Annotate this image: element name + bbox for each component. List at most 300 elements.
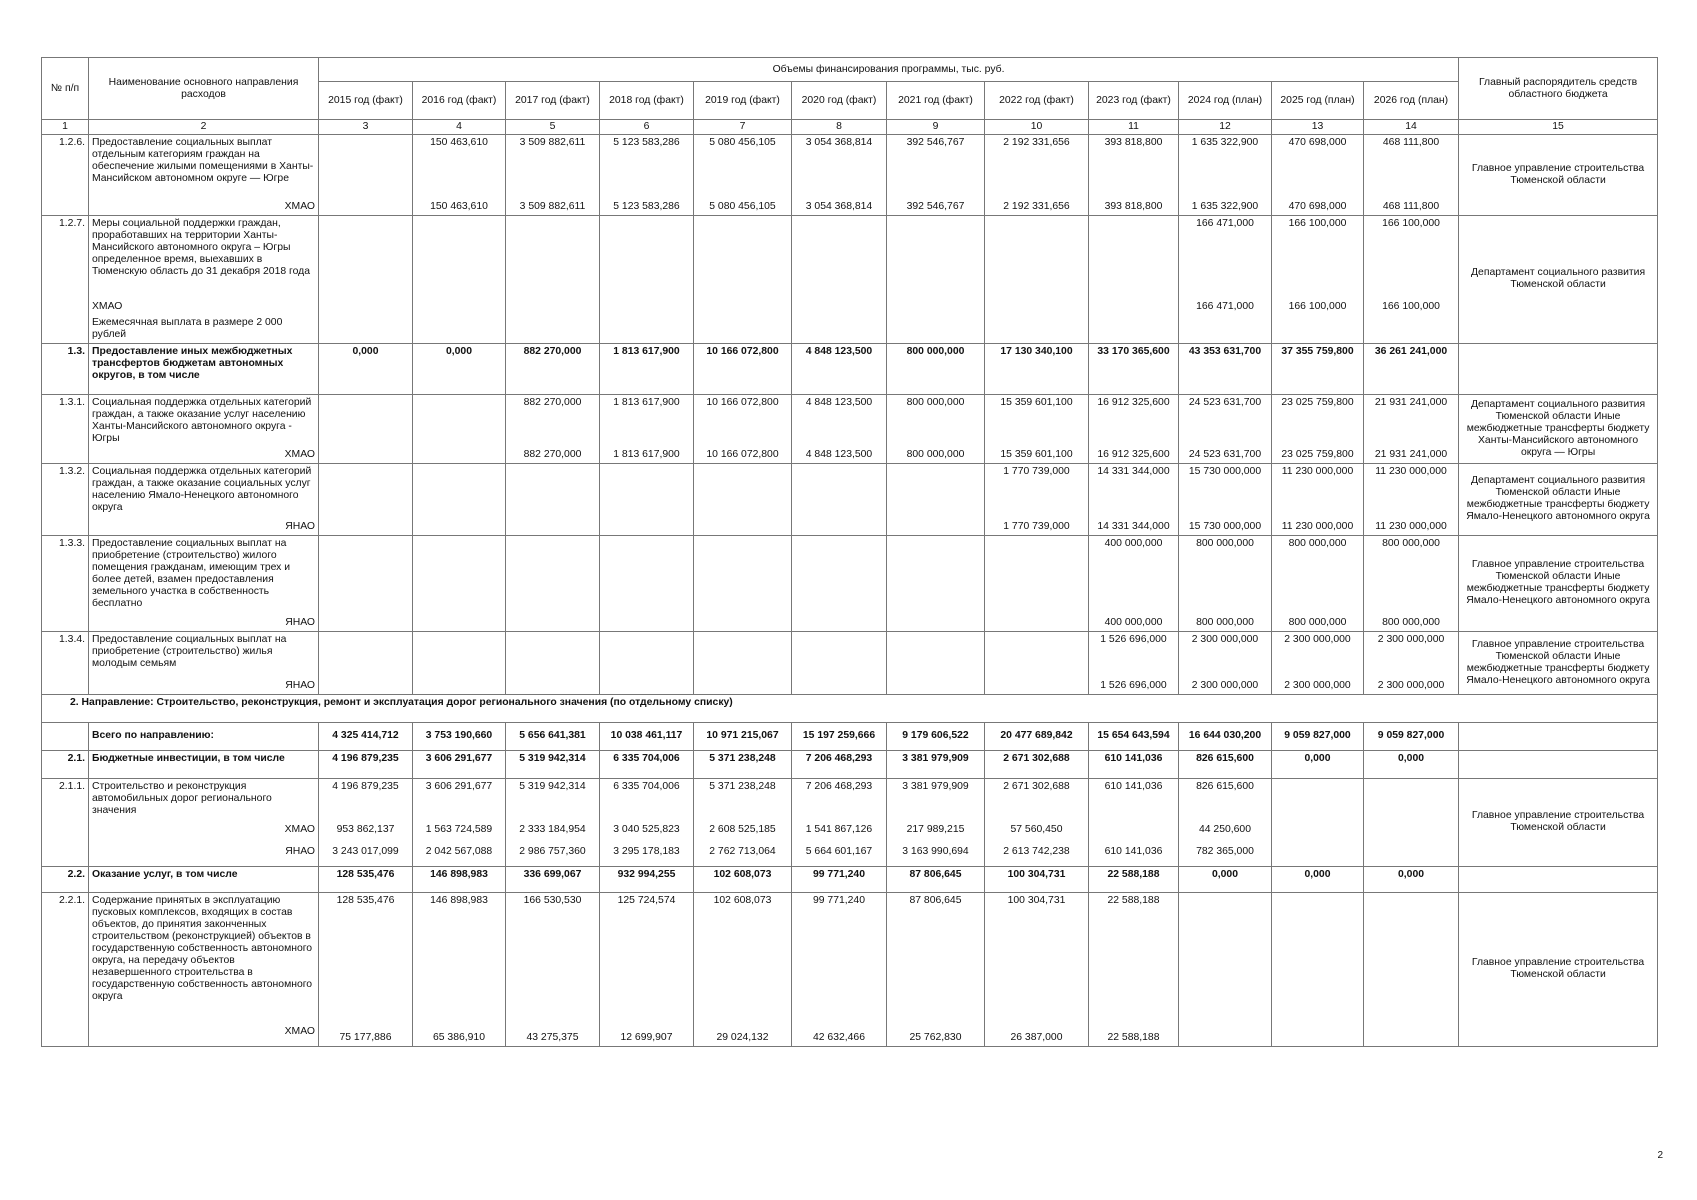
row-code: 2.2. — [42, 866, 89, 892]
value-cell — [887, 299, 985, 315]
col-name-header: Наименование основного направления расходов — [89, 58, 319, 120]
value-cell: 0,000 — [413, 344, 506, 395]
value-cell: 3 753 190,660 — [413, 722, 506, 750]
region-label: ХМАО — [89, 822, 319, 844]
value-cell: 65 386,910 — [413, 1024, 506, 1046]
row-name: Социальная поддержка отдельных категорий граждан, а также оказание социальных услуг населению Ямало-Ненецкого автономного округа — [89, 464, 319, 519]
value-cell: 0,000 — [1364, 866, 1459, 892]
value-cell: 11 230 000,000 — [1272, 464, 1364, 519]
value-cell — [985, 535, 1089, 615]
value-cell: 9 059 827,000 — [1364, 722, 1459, 750]
value-cell: 20 477 689,842 — [985, 722, 1089, 750]
value-cell — [413, 215, 506, 299]
value-cell: 4 848 123,500 — [792, 447, 887, 464]
value-cell: 17 130 340,100 — [985, 344, 1089, 395]
value-cell: 1 813 617,900 — [600, 344, 694, 395]
value-cell — [792, 615, 887, 632]
value-cell: 2 671 302,688 — [985, 750, 1089, 778]
value-cell — [1364, 1024, 1459, 1046]
value-cell: 1 813 617,900 — [600, 395, 694, 448]
value-cell: 102 608,073 — [694, 892, 792, 1024]
value-cell: 782 365,000 — [1179, 844, 1272, 866]
value-cell: 610 141,036 — [1089, 844, 1179, 866]
value-cell: 166 100,000 — [1272, 215, 1364, 299]
value-cell: 2 042 567,088 — [413, 844, 506, 866]
value-cell — [694, 215, 792, 299]
value-cell: 99 771,240 — [792, 892, 887, 1024]
value-cell — [694, 519, 792, 536]
value-cell-empty — [1089, 315, 1179, 344]
value-cell-empty — [1364, 315, 1459, 344]
value-cell — [985, 615, 1089, 632]
row-code-empty — [42, 822, 89, 844]
value-cell — [694, 678, 792, 695]
value-cell: 125 724,574 — [600, 892, 694, 1024]
row-code-empty — [42, 199, 89, 216]
col-resp-header: Главный распорядитель средств областного бюджета — [1459, 58, 1658, 120]
row-code-empty — [42, 678, 89, 695]
table-row — [42, 844, 1658, 866]
value-cell-empty — [413, 315, 506, 344]
year-header: 2021 год (факт) — [887, 82, 985, 120]
row-code-empty — [42, 519, 89, 536]
value-cell: 800 000,000 — [1272, 535, 1364, 615]
value-cell — [694, 632, 792, 678]
value-cell — [413, 299, 506, 315]
value-cell — [413, 615, 506, 632]
col-volume-header: Объемы финансирования программы, тыс. руб. — [319, 58, 1459, 82]
value-cell: 22 588,188 — [1089, 866, 1179, 892]
value-cell: 21 931 241,000 — [1364, 395, 1459, 448]
value-cell: 2 300 000,000 — [1272, 678, 1364, 695]
row-code-empty — [42, 447, 89, 464]
value-cell: 5 319 942,314 — [506, 750, 600, 778]
value-cell — [694, 299, 792, 315]
year-header: 2018 год (факт) — [600, 82, 694, 120]
value-cell — [600, 678, 694, 695]
region-label: ЯНАО — [89, 678, 319, 695]
value-cell: 43 275,375 — [506, 1024, 600, 1046]
value-cell: 5 080 456,105 — [694, 135, 792, 199]
column-index: 3 — [319, 120, 413, 135]
value-cell: 14 331 344,000 — [1089, 519, 1179, 536]
value-cell-empty — [887, 315, 985, 344]
value-cell: 166 471,000 — [1179, 299, 1272, 315]
value-cell — [985, 299, 1089, 315]
row-name: Оказание услуг, в том числе — [89, 866, 319, 892]
value-cell — [1272, 778, 1364, 822]
column-index: 6 — [600, 120, 694, 135]
row-code: 1.3.2. — [42, 464, 89, 519]
value-cell — [887, 215, 985, 299]
year-header: 2016 год (факт) — [413, 82, 506, 120]
value-cell: 393 818,800 — [1089, 199, 1179, 216]
value-cell: 150 463,610 — [413, 135, 506, 199]
row-name: Бюджетные инвестиции, в том числе — [89, 750, 319, 778]
value-cell — [792, 535, 887, 615]
value-cell: 0,000 — [319, 344, 413, 395]
column-index: 7 — [694, 120, 792, 135]
value-cell: 10 971 215,067 — [694, 722, 792, 750]
value-cell: 87 806,645 — [887, 892, 985, 1024]
column-index: 11 — [1089, 120, 1179, 135]
value-cell — [319, 215, 413, 299]
value-cell-empty — [319, 315, 413, 344]
value-cell: 16 912 325,600 — [1089, 395, 1179, 448]
value-cell: 2 608 525,185 — [694, 822, 792, 844]
value-cell: 400 000,000 — [1089, 535, 1179, 615]
col-num-header: № п/п — [42, 58, 89, 120]
value-cell: 2 333 184,954 — [506, 822, 600, 844]
value-cell — [887, 464, 985, 519]
row-name: Содержание принятых в эксплуатацию пусковых комплексов, входящих в состав объектов, до принятия законченных строительством (реконструкцией) объектов в государственную собственность автономного округа, на передачу объектов незавершенного строительства в государственную собственность автономного округа — [89, 892, 319, 1024]
row-code-empty — [42, 844, 89, 866]
column-index: 14 — [1364, 120, 1459, 135]
value-cell: 6 335 704,006 — [600, 750, 694, 778]
value-cell: 800 000,000 — [1364, 535, 1459, 615]
value-cell: 3 295 178,183 — [600, 844, 694, 866]
value-cell — [1272, 1024, 1364, 1046]
row-code: 1.3.4. — [42, 632, 89, 678]
value-cell: 14 331 344,000 — [1089, 464, 1179, 519]
value-cell — [600, 464, 694, 519]
responsible-body-empty — [1459, 750, 1658, 778]
value-cell: 393 818,800 — [1089, 135, 1179, 199]
value-cell — [1272, 844, 1364, 866]
value-cell: 16 912 325,600 — [1089, 447, 1179, 464]
value-cell: 21 931 241,000 — [1364, 447, 1459, 464]
value-cell: 87 806,645 — [887, 866, 985, 892]
year-header: 2022 год (факт) — [985, 82, 1089, 120]
value-cell: 11 230 000,000 — [1364, 519, 1459, 536]
value-cell — [1364, 844, 1459, 866]
column-index: 8 — [792, 120, 887, 135]
value-cell: 800 000,000 — [1179, 615, 1272, 632]
value-cell: 2 300 000,000 — [1272, 632, 1364, 678]
value-cell — [319, 615, 413, 632]
value-cell: 470 698,000 — [1272, 135, 1364, 199]
value-cell: 800 000,000 — [887, 447, 985, 464]
value-cell: 22 588,188 — [1089, 892, 1179, 1024]
value-cell: 166 100,000 — [1364, 215, 1459, 299]
value-cell: 10 166 072,800 — [694, 447, 792, 464]
value-cell: 36 261 241,000 — [1364, 344, 1459, 395]
value-cell — [792, 215, 887, 299]
value-cell: 166 530,530 — [506, 892, 600, 1024]
value-cell: 1 541 867,126 — [792, 822, 887, 844]
value-cell-empty — [985, 315, 1089, 344]
value-cell — [600, 615, 694, 632]
value-cell: 42 632,466 — [792, 1024, 887, 1046]
value-cell: 7 206 468,293 — [792, 778, 887, 822]
value-cell: 5 123 583,286 — [600, 135, 694, 199]
value-cell: 25 762,830 — [887, 1024, 985, 1046]
value-cell: 3 243 017,099 — [319, 844, 413, 866]
value-cell: 2 762 713,064 — [694, 844, 792, 866]
financing-table — [41, 57, 1658, 1047]
value-cell — [506, 519, 600, 536]
responsible-body-empty — [1459, 866, 1658, 892]
row-code: 2.1. — [42, 750, 89, 778]
value-cell: 468 111,800 — [1364, 199, 1459, 216]
value-cell: 3 054 368,814 — [792, 135, 887, 199]
row-name: Предоставление социальных выплат на приобретение (строительство) жилья молодым семьям — [89, 632, 319, 678]
value-cell — [600, 535, 694, 615]
responsible-body-empty — [1459, 344, 1658, 395]
table-row — [42, 778, 1658, 822]
value-cell: 146 898,983 — [413, 866, 506, 892]
table-row — [42, 694, 1658, 722]
value-cell — [792, 464, 887, 519]
value-cell: 15 359 601,100 — [985, 395, 1089, 448]
value-cell: 1 526 696,000 — [1089, 678, 1179, 695]
value-cell — [694, 464, 792, 519]
value-cell — [506, 615, 600, 632]
value-cell: 800 000,000 — [1272, 615, 1364, 632]
responsible-body: Департамент социального развития Тюменской области — [1459, 215, 1658, 344]
value-cell — [600, 299, 694, 315]
value-cell: 1 813 617,900 — [600, 447, 694, 464]
column-index: 4 — [413, 120, 506, 135]
value-cell — [506, 215, 600, 299]
row-code-empty — [42, 315, 89, 344]
row-name: Меры социальной поддержки граждан, проработавших на территории Ханты-Мансийского автономного округа – Югры определенное время, выехавших в Тюменскую область до 31 декабря 2018 года — [89, 215, 319, 299]
row-code: 1.3. — [42, 344, 89, 395]
value-cell — [319, 447, 413, 464]
value-cell: 146 898,983 — [413, 892, 506, 1024]
value-cell: 882 270,000 — [506, 447, 600, 464]
value-cell: 12 699,907 — [600, 1024, 694, 1046]
value-cell: 15 730 000,000 — [1179, 464, 1272, 519]
row-code: 1.2.7. — [42, 215, 89, 299]
value-cell: 10 038 461,117 — [600, 722, 694, 750]
value-cell — [985, 632, 1089, 678]
responsible-body: Департамент социального развития Тюменской области Иные межбюджетные трансферты бюджету Ханты-Мансийского автономного округа — Югры — [1459, 395, 1658, 464]
value-cell — [319, 395, 413, 448]
value-cell: 4 325 414,712 — [319, 722, 413, 750]
table-row — [42, 892, 1658, 1024]
column-index: 1 — [42, 120, 89, 135]
value-cell — [1179, 1024, 1272, 1046]
value-cell: 11 230 000,000 — [1364, 464, 1459, 519]
value-cell — [1364, 822, 1459, 844]
table-row — [42, 299, 1658, 315]
value-cell-empty — [792, 315, 887, 344]
value-cell — [413, 519, 506, 536]
value-cell: 800 000,000 — [1179, 535, 1272, 615]
responsible-body-empty — [1459, 722, 1658, 750]
value-cell: 400 000,000 — [1089, 615, 1179, 632]
value-cell: 1 770 739,000 — [985, 519, 1089, 536]
value-cell: 15 359 601,100 — [985, 447, 1089, 464]
region-label: ХМАО — [89, 299, 319, 315]
value-cell-empty — [600, 315, 694, 344]
value-cell — [413, 395, 506, 448]
responsible-body: Главное управление строительства Тюменской области — [1459, 135, 1658, 216]
value-cell — [413, 464, 506, 519]
value-cell: 166 471,000 — [1179, 215, 1272, 299]
value-cell: 5 080 456,105 — [694, 199, 792, 216]
value-cell: 99 771,240 — [792, 866, 887, 892]
value-cell — [792, 519, 887, 536]
value-cell: 953 862,137 — [319, 822, 413, 844]
value-cell: 610 141,036 — [1089, 750, 1179, 778]
value-cell: 217 989,215 — [887, 822, 985, 844]
row-name: Всего по направлению: — [89, 722, 319, 750]
value-cell — [1364, 778, 1459, 822]
region-label: ЯНАО — [89, 844, 319, 866]
value-cell: 43 353 631,700 — [1179, 344, 1272, 395]
value-cell — [792, 632, 887, 678]
budget-table-sheet — [41, 57, 1657, 1047]
value-cell — [506, 535, 600, 615]
row-code: 1.2.6. — [42, 135, 89, 199]
year-header: 2025 год (план) — [1272, 82, 1364, 120]
value-cell: 24 523 631,700 — [1179, 395, 1272, 448]
value-cell: 3 381 979,909 — [887, 750, 985, 778]
value-cell — [506, 299, 600, 315]
column-index: 5 — [506, 120, 600, 135]
value-cell: 5 664 601,167 — [792, 844, 887, 866]
value-cell-empty — [1179, 315, 1272, 344]
value-cell — [413, 632, 506, 678]
value-cell: 100 304,731 — [985, 892, 1089, 1024]
value-cell: 23 025 759,800 — [1272, 395, 1364, 448]
value-cell: 5 123 583,286 — [600, 199, 694, 216]
table-row — [42, 215, 1658, 299]
value-cell — [1089, 299, 1179, 315]
value-cell: 3 606 291,677 — [413, 750, 506, 778]
responsible-body: Главное управление строительства Тюменской области Иные межбюджетные трансферты бюджету Ямало-Ненецкого автономного округа — [1459, 632, 1658, 695]
row-code-empty — [42, 615, 89, 632]
value-cell: 10 166 072,800 — [694, 344, 792, 395]
region-label: ХМАО — [89, 199, 319, 216]
value-cell: 166 100,000 — [1364, 299, 1459, 315]
value-cell: 166 100,000 — [1272, 299, 1364, 315]
region-label: ЯНАО — [89, 615, 319, 632]
value-cell — [600, 632, 694, 678]
value-cell: 24 523 631,700 — [1179, 447, 1272, 464]
responsible-body: Главное управление строительства Тюменской области Иные межбюджетные трансферты бюджету Ямало-Ненецкого автономного округа — [1459, 535, 1658, 632]
value-cell — [600, 215, 694, 299]
value-cell: 23 025 759,800 — [1272, 447, 1364, 464]
table-row — [42, 722, 1658, 750]
value-cell — [694, 535, 792, 615]
value-cell — [319, 678, 413, 695]
table-row — [42, 464, 1658, 519]
value-cell: 5 371 238,248 — [694, 750, 792, 778]
row-name: Строительство и реконструкция автомобильных дорог регионального значения — [89, 778, 319, 822]
value-cell: 1 563 724,589 — [413, 822, 506, 844]
value-cell — [887, 632, 985, 678]
value-cell — [319, 632, 413, 678]
row-code-empty — [42, 1024, 89, 1046]
value-cell: 7 206 468,293 — [792, 750, 887, 778]
value-cell — [985, 678, 1089, 695]
table-row — [42, 395, 1658, 448]
table-row — [42, 535, 1658, 615]
table-row — [42, 1024, 1658, 1046]
row-code: 1.3.3. — [42, 535, 89, 615]
value-cell: 10 166 072,800 — [694, 395, 792, 448]
value-cell: 5 656 641,381 — [506, 722, 600, 750]
value-cell: 9 059 827,000 — [1272, 722, 1364, 750]
value-cell — [319, 519, 413, 536]
column-index: 12 — [1179, 120, 1272, 135]
value-cell: 5 371 238,248 — [694, 778, 792, 822]
value-cell-empty — [694, 315, 792, 344]
value-cell: 9 179 606,522 — [887, 722, 985, 750]
value-cell: 468 111,800 — [1364, 135, 1459, 199]
year-header: 2023 год (факт) — [1089, 82, 1179, 120]
region-label: ЯНАО — [89, 519, 319, 536]
responsible-body: Главное управление строительства Тюменской области — [1459, 778, 1658, 866]
value-cell: 0,000 — [1272, 866, 1364, 892]
value-cell — [694, 615, 792, 632]
value-cell: 3 509 882,611 — [506, 199, 600, 216]
row-name: Предоставление социальных выплат отдельным категориям граждан на обеспечение жилыми помещениями в Ханты-Мансийском автономном округе — Югре — [89, 135, 319, 199]
value-cell — [792, 678, 887, 695]
column-index: 15 — [1459, 120, 1658, 135]
table-row — [42, 750, 1658, 778]
row-code: 2.2.1. — [42, 892, 89, 1024]
value-cell: 3 040 525,823 — [600, 822, 694, 844]
year-header: 2019 год (факт) — [694, 82, 792, 120]
value-cell: 2 300 000,000 — [1364, 678, 1459, 695]
value-cell: 11 230 000,000 — [1272, 519, 1364, 536]
year-header: 2015 год (факт) — [319, 82, 413, 120]
value-cell: 3 381 979,909 — [887, 778, 985, 822]
column-index: 9 — [887, 120, 985, 135]
value-cell: 2 300 000,000 — [1179, 632, 1272, 678]
value-cell: 5 319 942,314 — [506, 778, 600, 822]
value-cell — [506, 678, 600, 695]
value-cell: 800 000,000 — [1364, 615, 1459, 632]
value-cell: 26 387,000 — [985, 1024, 1089, 1046]
responsible-body: Главное управление строительства Тюменской области — [1459, 892, 1658, 1046]
value-cell — [319, 299, 413, 315]
value-cell: 2 613 742,238 — [985, 844, 1089, 866]
table-row — [42, 135, 1658, 199]
table-row — [42, 315, 1658, 344]
value-cell: 3 054 368,814 — [792, 199, 887, 216]
value-cell — [319, 135, 413, 199]
value-cell: 128 535,476 — [319, 892, 413, 1024]
column-index: 13 — [1272, 120, 1364, 135]
value-cell: 57 560,450 — [985, 822, 1089, 844]
row-name: Предоставление социальных выплат на приобретение (строительство) жилого помещения гражданам, имеющим трех и более детей, взамен предоставления земельного участка в собственность бесплатно — [89, 535, 319, 615]
row-code: 1.3.1. — [42, 395, 89, 448]
value-cell — [413, 535, 506, 615]
value-cell: 336 699,067 — [506, 866, 600, 892]
value-cell: 2 671 302,688 — [985, 778, 1089, 822]
table-row — [42, 678, 1658, 695]
value-cell — [887, 535, 985, 615]
value-cell: 800 000,000 — [887, 395, 985, 448]
value-cell-empty — [506, 315, 600, 344]
value-cell: 100 304,731 — [985, 866, 1089, 892]
value-cell: 0,000 — [1272, 750, 1364, 778]
table-row — [42, 615, 1658, 632]
value-cell: 102 608,073 — [694, 866, 792, 892]
value-cell — [1089, 822, 1179, 844]
value-cell: 15 730 000,000 — [1179, 519, 1272, 536]
value-cell: 882 270,000 — [506, 344, 600, 395]
value-cell: 2 192 331,656 — [985, 199, 1089, 216]
value-cell: 3 163 990,694 — [887, 844, 985, 866]
value-cell: 2 300 000,000 — [1179, 678, 1272, 695]
value-cell: 3 606 291,677 — [413, 778, 506, 822]
